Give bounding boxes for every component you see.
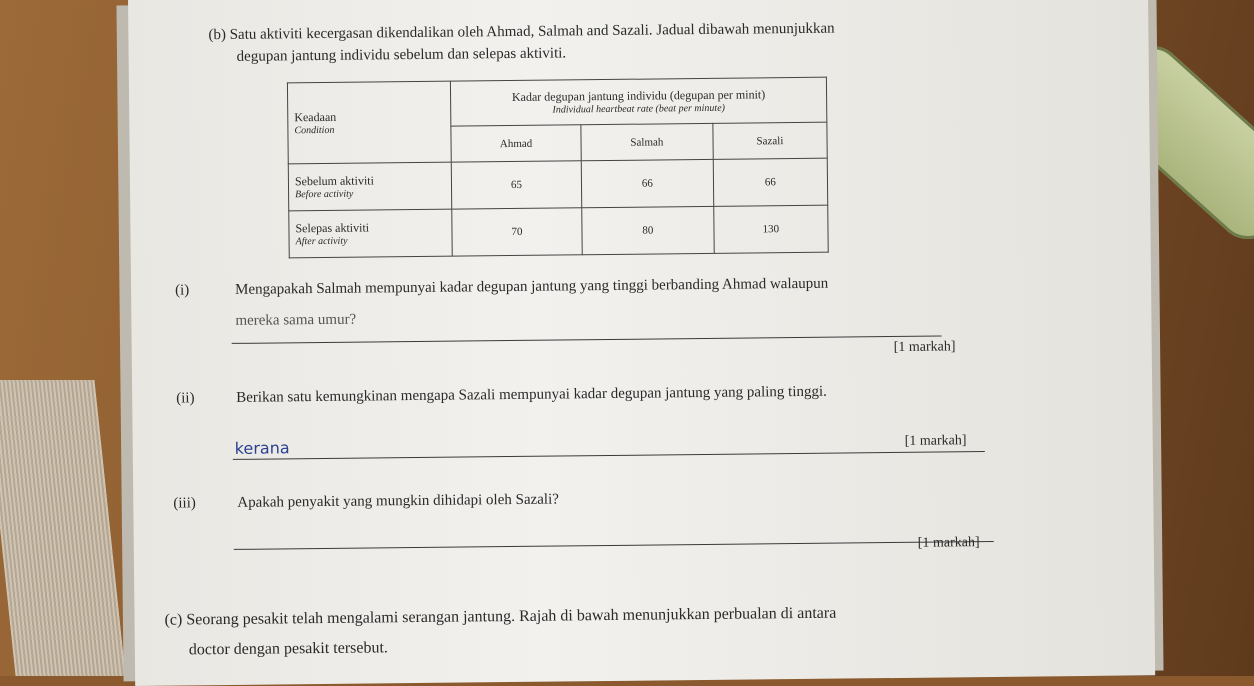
rate-header — [450, 77, 826, 126]
question-i-number: (i) — [175, 282, 190, 299]
row-label-malay: Selepas aktiviti — [295, 220, 370, 236]
cell-value: 65 — [451, 161, 581, 209]
row-label-malay: Sebelum aktiviti — [294, 173, 375, 189]
heartbeat-table — [287, 77, 829, 259]
name-header-sazali: Sazali — [713, 122, 828, 159]
question-ii-number: (ii) — [176, 390, 195, 407]
row-label — [288, 162, 451, 211]
question-ii-text: Berikan satu kemungkinan mengapa Sazali mempunyai kadar degupan jantung yang paling tinggi. — [236, 383, 827, 406]
question-iii-number: (iii) — [173, 495, 196, 512]
handwritten-answer-ii: kerana — [234, 438, 290, 458]
cell-value: 80 — [582, 206, 714, 254]
cell-value: 66 — [713, 158, 828, 206]
question-i-marks: [1 markah] — [893, 339, 956, 356]
answer-line-ii — [233, 451, 985, 460]
name-header-salmah: Salmah — [581, 123, 713, 160]
question-i-line2: mereka sama umur? — [235, 311, 357, 329]
answer-line-i — [232, 335, 942, 343]
name-header-ahmad: Ahmad — [451, 125, 581, 162]
condition-header-malay: Keadaan — [294, 109, 337, 125]
rate-header-english: Individual heartbeat rate (beat per minute) — [552, 102, 726, 116]
table-row — [288, 158, 827, 211]
rate-header-malay: Kadar degupan jantung individu (degupan per minit) — [511, 87, 766, 104]
answer-line-iii — [234, 541, 994, 550]
condition-header-english: Condition — [294, 124, 335, 137]
row-label-english: Before activity — [295, 188, 354, 201]
part-c-line1: (c) Seorang pesakit telah mengalami serangan jantung. Rajah di bawah menunjukkan perbualan di antara — [164, 604, 837, 629]
exam-sheet — [128, 0, 1155, 686]
cell-value: 70 — [452, 208, 582, 256]
part-b-intro-line2: degupan jantung individu sebelum dan selepas aktiviti. — [236, 45, 567, 65]
cell-value: 130 — [713, 205, 828, 253]
row-label — [289, 209, 452, 258]
cell-value: 66 — [581, 159, 713, 207]
part-c-line2: doctor dengan pesakit tersebut. — [188, 639, 388, 659]
row-label-english: After activity — [295, 235, 348, 248]
question-ii-marks: [1 markah] — [904, 433, 967, 449]
question-iii-text: Apakah penyakit yang mungkin dihidapi oleh Sazali? — [237, 491, 559, 511]
part-b-intro-line1: (b) Satu aktiviti kecergasan dikendalikan oleh Ahmad, Salmah and Sazali. Jadual dibawah menunjukkan — [208, 20, 835, 44]
question-i-line1: Mengapakah Salmah mempunyai kadar degupan jantung yang tinggi berbanding Ahmad walaupun — [234, 275, 829, 298]
question-iii-marks: [1 markah] — [917, 535, 980, 551]
condition-header — [287, 81, 451, 164]
table-row — [289, 205, 828, 258]
